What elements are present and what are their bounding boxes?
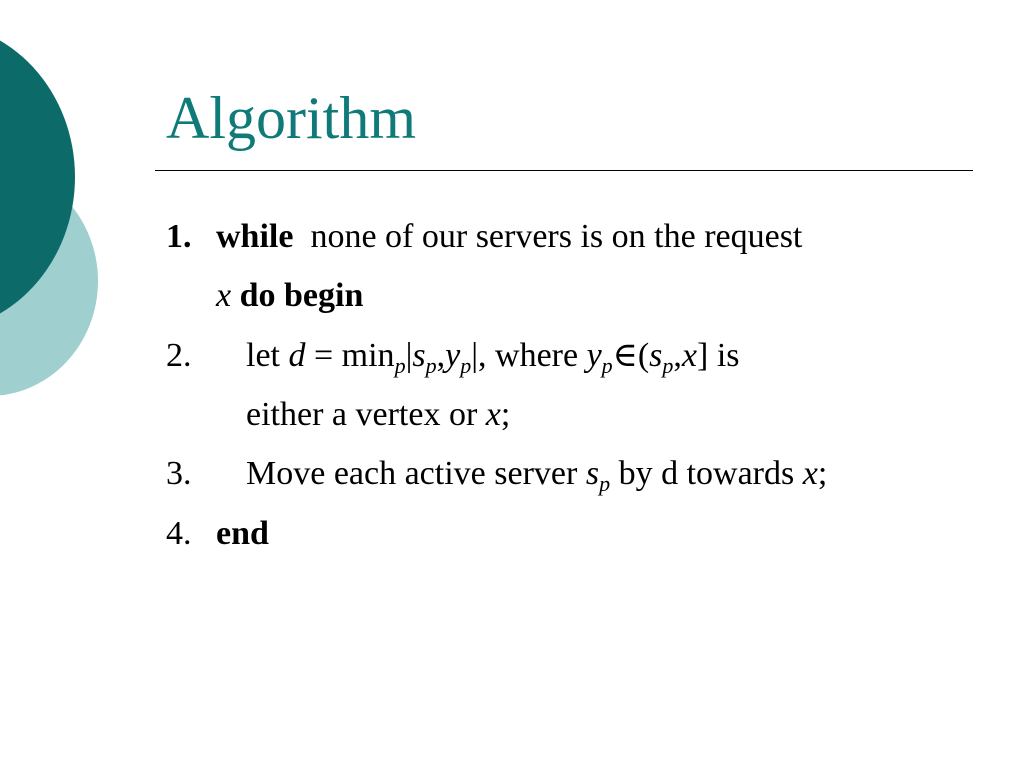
keyword-while: while [216, 218, 294, 255]
step-1-continuation [216, 276, 363, 316]
step-4-number: 4. [166, 515, 192, 552]
step-2-number: 2. [166, 337, 192, 374]
step-3-number: 3. [166, 455, 192, 492]
step-4-line [216, 514, 269, 554]
step-2-continuation: either a vertex or x; [246, 396, 511, 433]
var-x: x [216, 277, 232, 314]
slide-title: Algorithm [166, 85, 416, 151]
step-2-line: let $d = \min_p|s_p,y_p|$, where $y_p\in(s_p,x]$ is [246, 337, 740, 378]
keyword-end: end [216, 515, 269, 552]
step-1-condition: none of our servers is on the request [310, 218, 803, 255]
step-3-line: Move each active server $s_p$ by d towards x; [246, 455, 828, 496]
title-divider [155, 170, 973, 171]
keyword-do-begin: do begin [239, 277, 364, 314]
step-1-line [216, 217, 802, 257]
step-1-number: 1. [166, 218, 192, 255]
